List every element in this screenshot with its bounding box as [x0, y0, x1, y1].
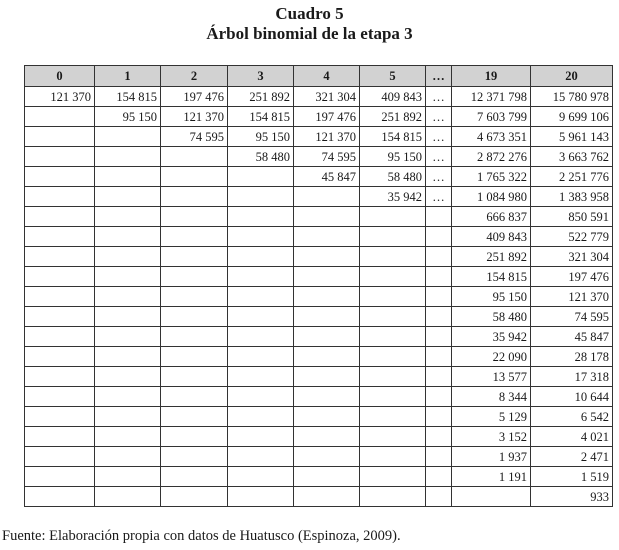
table-cell: 95 150: [228, 127, 294, 147]
table-cell: 1 937: [452, 447, 531, 467]
table-cell: 933: [531, 487, 613, 507]
table-cell: [25, 447, 95, 467]
table-cell: [25, 487, 95, 507]
table-cell: [360, 387, 426, 407]
table-cell: [161, 427, 228, 447]
table-cell: [95, 407, 161, 427]
table-cell: [294, 227, 360, 247]
table-row: [25, 187, 613, 207]
table-cell: [161, 207, 228, 227]
table-row: [25, 367, 613, 387]
table-cell: 197 476: [294, 107, 360, 127]
table-cell: 13 577: [452, 367, 531, 387]
table-cell: [161, 267, 228, 287]
table-cell: [25, 227, 95, 247]
table-cell: [294, 447, 360, 467]
column-header: 2: [161, 66, 228, 87]
table-cell: [228, 167, 294, 187]
table-cell: 121 370: [25, 87, 95, 107]
table-cell: [426, 287, 452, 307]
table-row: [25, 447, 613, 467]
table-cell: 4 673 351: [452, 127, 531, 147]
table-body: [25, 87, 613, 507]
table-cell: 409 843: [360, 87, 426, 107]
table-cell: 3 663 762: [531, 147, 613, 167]
table-caption-title: Árbol binomial de la etapa 3: [206, 24, 413, 43]
table-cell: 251 892: [360, 107, 426, 127]
source-note: Fuente: Elaboración propia con datos de Huatusco (Espinoza, 2009).: [2, 528, 401, 544]
column-header: 3: [228, 66, 294, 87]
table-cell: [452, 487, 531, 507]
table-cell: [95, 127, 161, 147]
table-cell: [360, 407, 426, 427]
table-cell: [161, 147, 228, 167]
table-cell: 522 779: [531, 227, 613, 247]
table-cell: [294, 187, 360, 207]
column-header: 1: [95, 66, 161, 87]
table-cell: [95, 267, 161, 287]
table-cell: [228, 287, 294, 307]
table-cell: 6 542: [531, 407, 613, 427]
table-cell: 154 815: [452, 267, 531, 287]
table-cell: [426, 347, 452, 367]
table-cell: [95, 347, 161, 367]
column-header: 0: [25, 66, 95, 87]
table-cell: [228, 367, 294, 387]
table-cell: [95, 227, 161, 247]
table-cell: [426, 227, 452, 247]
table-cell: [426, 467, 452, 487]
table-cell: [95, 307, 161, 327]
table-cell: [294, 247, 360, 267]
table-row: [25, 347, 613, 367]
table-cell: [360, 307, 426, 327]
table-cell: [228, 267, 294, 287]
table-row: [25, 107, 613, 127]
column-header: 20: [531, 66, 613, 87]
table-row: [25, 427, 613, 447]
table-cell: [360, 347, 426, 367]
table-cell: [360, 247, 426, 267]
table-cell: [294, 267, 360, 287]
table-cell: [161, 227, 228, 247]
table-cell: 1 191: [452, 467, 531, 487]
table-row: [25, 247, 613, 267]
table-cell: 121 370: [531, 287, 613, 307]
table-caption-number: Cuadro 5: [275, 4, 344, 23]
table-cell: [25, 347, 95, 367]
table-cell: [294, 307, 360, 327]
table-cell: [25, 327, 95, 347]
table-cell: [95, 447, 161, 467]
table-row: [25, 327, 613, 347]
table-cell: [228, 207, 294, 227]
table-cell: 409 843: [452, 227, 531, 247]
table-cell: [426, 247, 452, 267]
table-row: [25, 167, 613, 187]
table-cell: [161, 287, 228, 307]
column-header: 19: [452, 66, 531, 87]
table-cell: 74 595: [531, 307, 613, 327]
table-cell: [294, 487, 360, 507]
table-cell: [25, 147, 95, 167]
table-cell: 58 480: [452, 307, 531, 327]
table-cell: [228, 487, 294, 507]
table-cell: 154 815: [360, 127, 426, 147]
table-cell: [360, 267, 426, 287]
table-row: [25, 307, 613, 327]
table-cell: 9 699 106: [531, 107, 613, 127]
table-cell: 8 344: [452, 387, 531, 407]
table-cell: 58 480: [228, 147, 294, 167]
table-cell: 58 480: [360, 167, 426, 187]
table-cell: [228, 447, 294, 467]
column-header: 5: [360, 66, 426, 87]
table-cell: [25, 207, 95, 227]
table-cell: 74 595: [161, 127, 228, 147]
table-cell: [161, 167, 228, 187]
table-cell: 95 150: [95, 107, 161, 127]
table-cell: [161, 347, 228, 367]
table-cell: [426, 487, 452, 507]
table-cell: [95, 207, 161, 227]
table-cell: [95, 147, 161, 167]
table-cell: [25, 387, 95, 407]
table-cell: [294, 207, 360, 227]
table-cell: 95 150: [360, 147, 426, 167]
table-row: [25, 387, 613, 407]
table-cell: 197 476: [161, 87, 228, 107]
table-cell: [360, 367, 426, 387]
table-row: [25, 287, 613, 307]
table-cell: 95 150: [452, 287, 531, 307]
table-cell: 2 471: [531, 447, 613, 467]
table-cell: [95, 247, 161, 267]
table-cell: [228, 387, 294, 407]
table-cell: [228, 467, 294, 487]
table-cell: [161, 307, 228, 327]
table-cell: 22 090: [452, 347, 531, 367]
table-cell: …: [426, 107, 452, 127]
table-cell: [294, 367, 360, 387]
table-cell: [360, 327, 426, 347]
table-cell: [95, 367, 161, 387]
table-cell: [25, 107, 95, 127]
table-row: [25, 207, 613, 227]
table-cell: 321 304: [531, 247, 613, 267]
table-cell: [95, 487, 161, 507]
table-cell: [95, 167, 161, 187]
table-cell: [294, 467, 360, 487]
table-cell: [161, 487, 228, 507]
table-cell: [228, 327, 294, 347]
table-cell: 666 837: [452, 207, 531, 227]
table-cell: [228, 247, 294, 267]
table-cell: [161, 407, 228, 427]
table-cell: 121 370: [294, 127, 360, 147]
table-header-row: [25, 66, 613, 87]
table-cell: [360, 207, 426, 227]
table-cell: [161, 387, 228, 407]
table-cell: 1 383 958: [531, 187, 613, 207]
table-cell: [360, 227, 426, 247]
table-cell: 197 476: [531, 267, 613, 287]
table-cell: [25, 367, 95, 387]
table-cell: [161, 247, 228, 267]
table-cell: 121 370: [161, 107, 228, 127]
table-cell: [25, 187, 95, 207]
table-cell: 2 872 276: [452, 147, 531, 167]
table-cell: [294, 287, 360, 307]
table-cell: [294, 427, 360, 447]
table-cell: [95, 187, 161, 207]
table-cell: 74 595: [294, 147, 360, 167]
table-cell: 45 847: [531, 327, 613, 347]
table-cell: [360, 487, 426, 507]
table-cell: [294, 407, 360, 427]
table-cell: 1 765 322: [452, 167, 531, 187]
table-cell: [25, 427, 95, 447]
table-cell: [228, 307, 294, 327]
table-cell: [25, 167, 95, 187]
table-row: [25, 147, 613, 167]
table-cell: [294, 387, 360, 407]
table-cell: [426, 267, 452, 287]
table-cell: [426, 387, 452, 407]
table-cell: 3 152: [452, 427, 531, 447]
table-cell: [426, 427, 452, 447]
table-cell: [25, 287, 95, 307]
table-row: [25, 407, 613, 427]
table-cell: 1 084 980: [452, 187, 531, 207]
table-cell: 35 942: [360, 187, 426, 207]
table-cell: 4 021: [531, 427, 613, 447]
table-cell: 1 519: [531, 467, 613, 487]
table-cell: 251 892: [228, 87, 294, 107]
column-header: …: [426, 66, 452, 87]
column-header: 4: [294, 66, 360, 87]
table-cell: 850 591: [531, 207, 613, 227]
table-cell: [95, 467, 161, 487]
table-cell: [360, 467, 426, 487]
table-cell: [426, 207, 452, 227]
table-cell: [426, 407, 452, 427]
table-cell: …: [426, 87, 452, 107]
table-cell: [426, 447, 452, 467]
table-cell: [25, 247, 95, 267]
table-cell: [95, 327, 161, 347]
table-cell: [25, 267, 95, 287]
table-cell: [161, 447, 228, 467]
table-cell: [25, 307, 95, 327]
table-cell: 154 815: [95, 87, 161, 107]
table-cell: 12 371 798: [452, 87, 531, 107]
table-cell: 17 318: [531, 367, 613, 387]
table-cell: [360, 427, 426, 447]
table-cell: 251 892: [452, 247, 531, 267]
table-row: [25, 227, 613, 247]
table-cell: [25, 467, 95, 487]
table-cell: 5 129: [452, 407, 531, 427]
table-cell: 45 847: [294, 167, 360, 187]
table-cell: 2 251 776: [531, 167, 613, 187]
table-cell: …: [426, 167, 452, 187]
table-row: [25, 487, 613, 507]
table-cell: 7 603 799: [452, 107, 531, 127]
table-cell: [95, 287, 161, 307]
table-row: [25, 87, 613, 107]
table-cell: [426, 307, 452, 327]
table-cell: …: [426, 127, 452, 147]
table-cell: 35 942: [452, 327, 531, 347]
table-cell: [426, 367, 452, 387]
table-row: [25, 127, 613, 147]
table-cell: [161, 467, 228, 487]
table-cell: [426, 327, 452, 347]
table-cell: [228, 427, 294, 447]
table-cell: [360, 287, 426, 307]
table-cell: [95, 387, 161, 407]
table-cell: [25, 407, 95, 427]
table-cell: …: [426, 147, 452, 167]
table-cell: [294, 327, 360, 347]
table-cell: [228, 407, 294, 427]
table-cell: 10 644: [531, 387, 613, 407]
binomial-tree-table: [24, 65, 613, 507]
table-cell: [228, 347, 294, 367]
table-cell: [95, 427, 161, 447]
table-cell: [161, 367, 228, 387]
table-cell: 5 961 143: [531, 127, 613, 147]
table-cell: 28 178: [531, 347, 613, 367]
table-cell: [360, 447, 426, 467]
table-cell: [228, 187, 294, 207]
table-cell: [25, 127, 95, 147]
table-cell: …: [426, 187, 452, 207]
table-row: [25, 467, 613, 487]
table-cell: [161, 327, 228, 347]
table-cell: 321 304: [294, 87, 360, 107]
table-cell: [161, 187, 228, 207]
table-cell: [294, 347, 360, 367]
table-cell: [228, 227, 294, 247]
table-cell: 154 815: [228, 107, 294, 127]
table-row: [25, 267, 613, 287]
table-cell: 15 780 978: [531, 87, 613, 107]
